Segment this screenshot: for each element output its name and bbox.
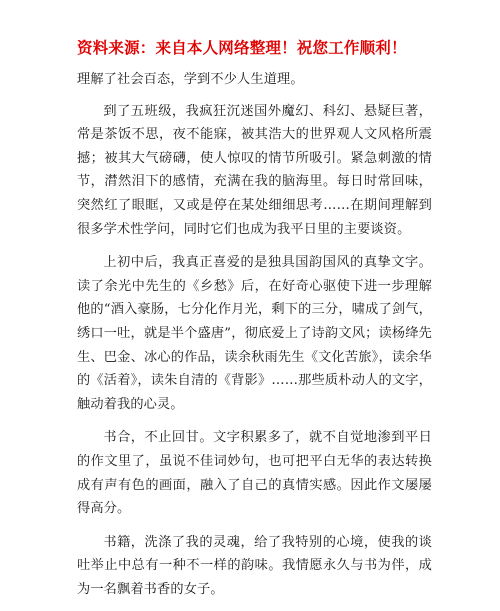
paragraph-1: 理解了社会百态，学到不少人生道理。 [77, 72, 304, 87]
paragraph-4: 书合，不止回甘。文字积累多了，就不自觉地渗到平日的作文里了，虽说不佳词妙句，也可把平白无华的表达转换成有声有色的画面，融入了自己的真情实感。因此作文屡屡得高分。 [77, 430, 432, 517]
source-banner: 资料来源：来自本人网络整理！祝您工作顺利！ [77, 38, 407, 57]
document-body [77, 68, 432, 611]
paragraph-2: 到了五班级，我疯狂沉迷国外魔幻、科幻、悬疑巨著，常是茶饭不思，夜不能寐，被其浩大的世界观人文风格所震撼；被其大气磅礴，使人惊叹的情节所吸引。紧急刺激的情节，潸然泪下的感情，充满在我的脑海里。每日时常回味，突然红了眼眶，又或是停在某处细细思考……在期间理解到很多学术性学问，同时它们也成为我平日里的主要谈资。 [77, 103, 432, 237]
paragraph-3: 上初中后，我真正喜爱的是独具国韵国风的真挚文字。读了余光中先生的《乡愁》后，在好奇心驱使下进一步理解他的“酒入豪肠，七分化作月光，剩下的三分，啸成了剑气，绣口一吐，就是半个盛唐”，彻底爱上了诗韵文风；读杨绛先生、巴金、冰心的作品，读余秋雨先生《文化苦旅》，读余华的《活着》，读朱自清的《背影》……那些质朴动人的文字，触动着我的心灵。 [77, 255, 432, 412]
paragraph-5: 书籍，洗涤了我的灵魂，给了我特别的心境，使我的谈吐举止中总有一种不一样的韵味。我情愿永久与书为伴，成为一名飘着书香的女子。 [77, 534, 432, 597]
